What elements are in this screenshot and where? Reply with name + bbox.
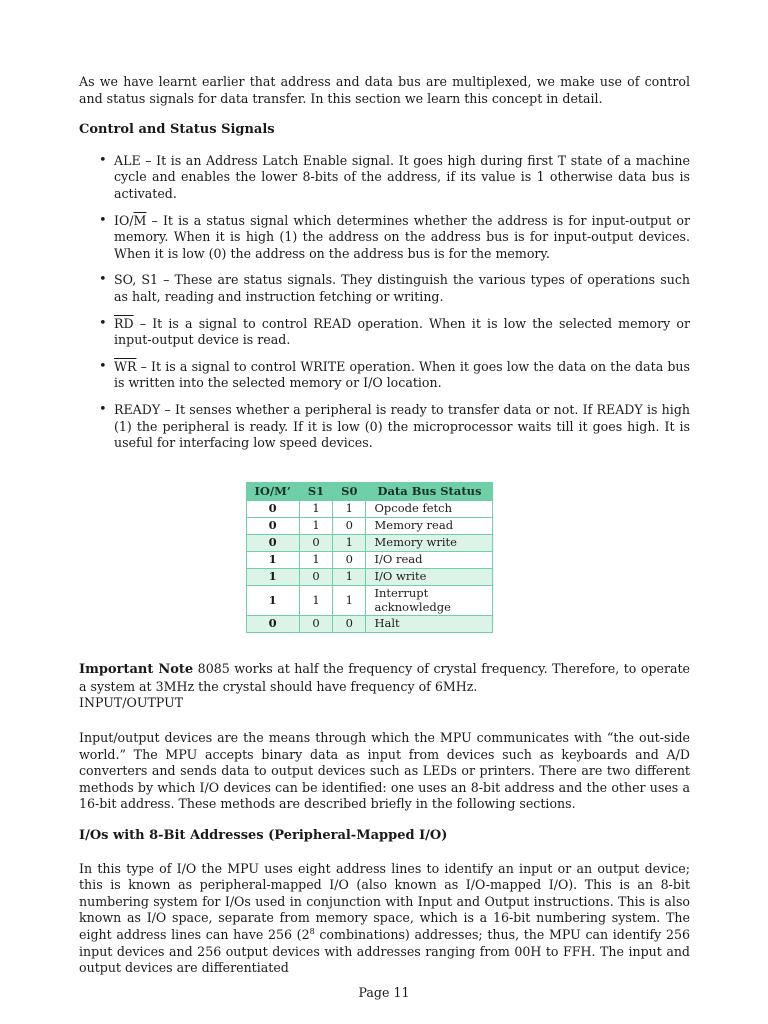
cell-status: Halt — [366, 616, 493, 633]
signal-name-overlined: $\overline{M}$ — [133, 212, 147, 228]
cell-io-m: 1 — [246, 569, 299, 586]
list-item-wr — [79, 359, 690, 392]
cell-s0: 1 — [333, 586, 366, 616]
table-header-row — [246, 482, 493, 501]
cell-status: I/O write — [366, 569, 493, 586]
cell-s0: 0 — [333, 518, 366, 535]
header-s1: S1 — [299, 482, 332, 501]
cell-s1: 1 — [299, 586, 332, 616]
io-paragraph: Input/output devices are the means through which the MPU communicates with “the out-side world.” The MPU accepts binary data as input from devices such as keyboards and A/D converters and sends data to output devices such as LEDs or printers. There are two different methods by which I/O devices can be identified: one uses an 8-bit address and the other uses a 16-bit address. These methods are described briefly in the following sections. — [79, 729, 690, 812]
peripheral-mapped-paragraph — [79, 861, 690, 977]
signal-description: – These are status signals. They distinguish the various types of operations such as halt, reading and instruction fetching or writing. — [114, 272, 690, 304]
cell-s0: 0 — [333, 552, 366, 569]
signal-name-prefix: IO/ — [114, 212, 134, 228]
bullet-icon: • — [99, 152, 107, 168]
cell-status: Opcode fetch — [366, 501, 493, 518]
bullet-icon: • — [99, 401, 107, 417]
signal-name: ALE — [114, 152, 141, 168]
io-title: INPUT/OUTPUT — [79, 695, 184, 711]
signals-list — [79, 153, 690, 452]
bullet-icon: • — [99, 212, 107, 228]
sub-heading-peripheral-mapped: I/Os with 8-Bit Addresses (Peripheral-Mapped I/O) — [79, 827, 448, 843]
cell-s1: 0 — [299, 535, 332, 552]
paragraph-text-part-1: In this type of I/O the MPU uses eight address lines to identify an input or an output device; this is known as peripheral-mapped I/O (also known as I/O-mapped I/O). This is an 8-bit numbering system for I/Os used in conjunction with Input and Output instructions. This is also known as I/O space, separate from memory space, which is a 16-bit numbering system. The eight address lines can have 256 (2 — [79, 860, 690, 942]
header-s0: S0 — [333, 482, 366, 501]
signal-name: READY — [114, 401, 161, 417]
page-number: Page 11 — [358, 985, 410, 1000]
cell-status: I/O read — [366, 552, 493, 569]
cell-io-m: 0 — [246, 535, 299, 552]
table-row — [246, 518, 493, 535]
signal-name: SO, S1 — [114, 272, 158, 288]
status-table-wrapper — [79, 482, 690, 634]
signal-description: – It senses whether a peripheral is ready to transfer data or not. If READY is high (1) the peripheral is ready. If it is low (0) the microprocessor waits till it goes high. It is useful for interfacing low speed devices. — [114, 401, 690, 451]
cell-s0: 1 — [333, 569, 366, 586]
signal-description: – It is a signal to control READ operation. When it is low the selected memory or input-output device is read. — [114, 315, 690, 348]
signal-description: – It is a signal to control WRITE operation. When it goes low the data on the data bus is written into the selected memory or I/O location. — [114, 358, 690, 391]
cell-s1: 1 — [299, 552, 332, 569]
table-row — [246, 586, 493, 616]
signal-name-overlined: $\overline{WR}$ — [114, 358, 137, 374]
cell-status: Memory read — [366, 518, 493, 535]
bullet-icon: • — [99, 315, 107, 331]
important-note — [79, 661, 690, 695]
table-row — [246, 501, 493, 518]
list-item-io-m — [79, 213, 690, 263]
header-data-bus-status: Data Bus Status — [366, 482, 493, 501]
important-note-text: 8085 works at half the frequency of crystal frequency. Therefore, to operate a system at 3MHz the crystal should have frequency of 6MHz. — [79, 661, 691, 694]
page-content — [79, 74, 690, 977]
cell-io-m: 0 — [246, 501, 299, 518]
cell-io-m: 0 — [246, 518, 299, 535]
header-io-m: IO/M’ — [246, 482, 299, 501]
intro-paragraph: As we have learnt earlier that address and data bus are multiplexed, we make use of control and status signals for data transfer. In this section we learn this concept in detail. — [79, 74, 690, 106]
signal-description: – It is an Address Latch Enable signal. It goes high during first T state of a machine cycle and enables the lower 8-bits of the address, if its value is 1 otherwise data bus is activated. — [114, 152, 690, 201]
cell-io-m: 1 — [246, 552, 299, 569]
cell-s1: 1 — [299, 518, 332, 535]
paragraph-text-part-2: combinations) addresses; thus, the MPU can identify 256 input devices and 256 output devices with addresses ranging from 00H to FFH. The input and output devices are differentiated — [79, 926, 690, 976]
list-item-so-s1 — [79, 272, 690, 305]
table-row — [246, 552, 493, 569]
cell-s0: 1 — [333, 535, 366, 552]
table-row — [246, 569, 493, 586]
cell-io-m: 0 — [246, 616, 299, 633]
signal-name-overlined: $\overline{RD}$ — [114, 315, 134, 331]
table-row — [246, 535, 493, 552]
cell-s0: 0 — [333, 616, 366, 633]
bullet-icon: • — [99, 272, 107, 288]
list-item-ready — [79, 402, 690, 452]
signal-description: – It is a status signal which determines whether the address is for input-output or memory. When it is high (1) the address on the address bus is for input-output devices. When it is low (0) the address on the address bus is for the memory. — [114, 212, 690, 261]
section-heading-control-status: Control and Status Signals — [79, 122, 275, 138]
list-item-rd — [79, 316, 690, 349]
cell-s0: 1 — [333, 501, 366, 518]
superscript-exponent: 8 — [309, 926, 315, 936]
cell-status: Interrupt acknowledge — [366, 586, 493, 616]
list-item-ale — [79, 153, 690, 203]
cell-io-m: 1 — [246, 586, 299, 616]
bullet-icon: • — [99, 358, 107, 374]
cell-s1: 1 — [299, 501, 332, 518]
cell-status: Memory write — [366, 535, 493, 552]
important-note-label: Important Note — [79, 662, 194, 678]
data-bus-status-table — [246, 482, 494, 634]
table-row — [246, 616, 493, 633]
cell-s1: 0 — [299, 569, 332, 586]
cell-s1: 0 — [299, 616, 332, 633]
